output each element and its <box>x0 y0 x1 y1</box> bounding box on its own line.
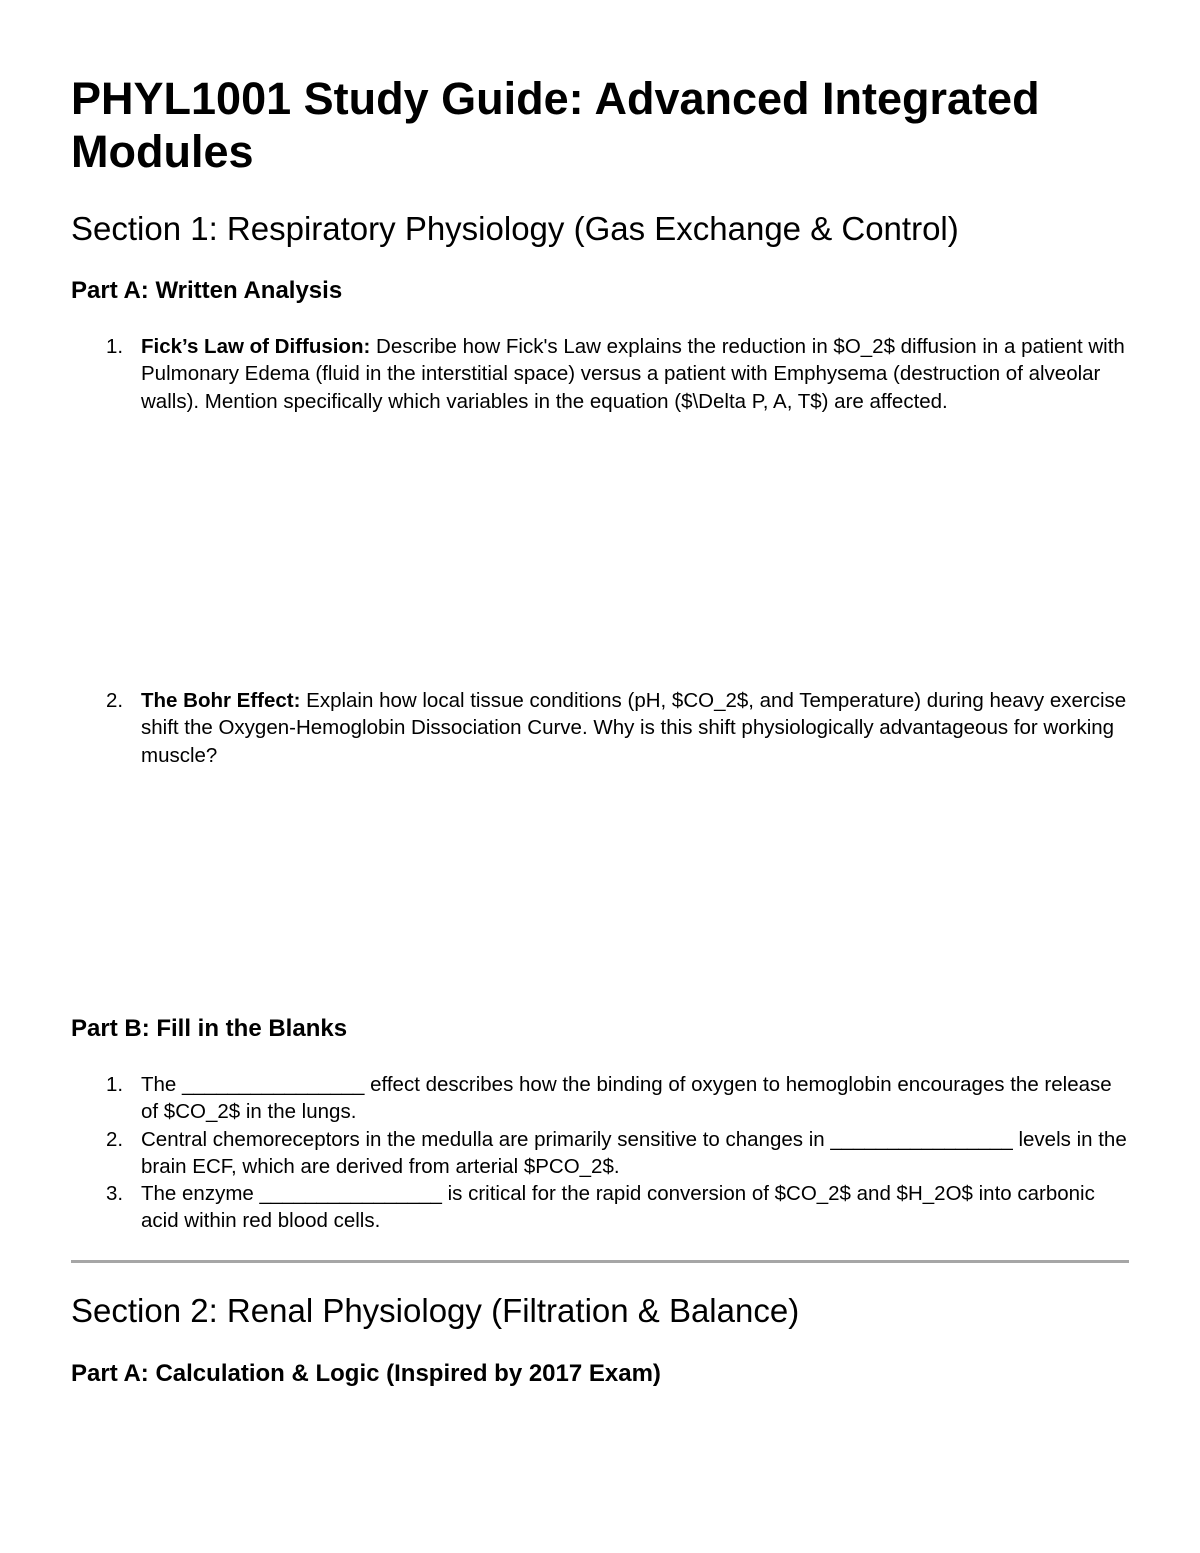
list-item <box>71 687 1131 769</box>
list-item-number: 1. <box>106 1073 124 1096</box>
question-term: The Bohr Effect: <box>141 689 301 712</box>
section-1-part-b-heading: Part B: Fill in the Blanks <box>71 1015 348 1042</box>
list-item <box>71 333 1131 415</box>
fill-in-blanks-list <box>71 1071 1131 1235</box>
list-item <box>71 1126 1131 1181</box>
section-1-heading: Section 1: Respiratory Physiology (Gas Exchange & Control) <box>71 210 959 247</box>
written-analysis-list <box>71 333 1131 415</box>
section-1-part-a-heading: Part A: Written Analysis <box>71 277 343 304</box>
section-2-part-a-heading: Part A: Calculation & Logic (Inspired by 2017 Exam) <box>71 1360 661 1387</box>
list-item-number: 2. <box>106 689 124 712</box>
blank-question-text: Central chemoreceptors in the medulla are primarily sensitive to changes in ________________ levels in the brain ECF, which are derived from arterial $PCO_2$. <box>141 1127 1127 1178</box>
blank-question-text: The enzyme ________________ is critical for the rapid conversion of $CO_2$ and $H_2O$ into carbonic acid within red blood cells. <box>141 1182 1095 1233</box>
list-item-number: 3. <box>106 1182 124 1206</box>
blank-question-text: The ________________ effect describes how the binding of oxygen to hemoglobin encourages the release of $CO_2$ in the lungs. <box>141 1073 1112 1124</box>
list-item <box>71 1180 1131 1235</box>
question-text: Describe how Fick's Law explains the reduction in $O_2$ diffusion in a patient with Pulmonary Edema (fluid in the interstitial space) versus a patient with Emphysema (destruction of alveolar walls). Mention specifically which variables in the equation ($\Delta P, A, T$) are affected. <box>141 335 1125 413</box>
document-title: PHYL1001 Study Guide: Advanced Integrated Modules <box>71 73 1040 177</box>
written-analysis-list-continued <box>71 687 1131 769</box>
list-item-number: 2. <box>106 1127 124 1151</box>
list-item <box>71 1071 1131 1126</box>
list-item-number: 1. <box>106 335 124 358</box>
question-text: Explain how local tissue conditions (pH, $CO_2$, and Temperature) during heavy exercise shift the Oxygen-Hemoglobin Dissociation Curve. Why is this shift physiologically advantageous for working muscle? <box>141 689 1127 767</box>
section-2-heading: Section 2: Renal Physiology (Filtration & Balance) <box>71 1292 800 1329</box>
section-divider <box>71 1260 1129 1263</box>
question-term: Fick’s Law of Diffusion: <box>141 335 371 358</box>
